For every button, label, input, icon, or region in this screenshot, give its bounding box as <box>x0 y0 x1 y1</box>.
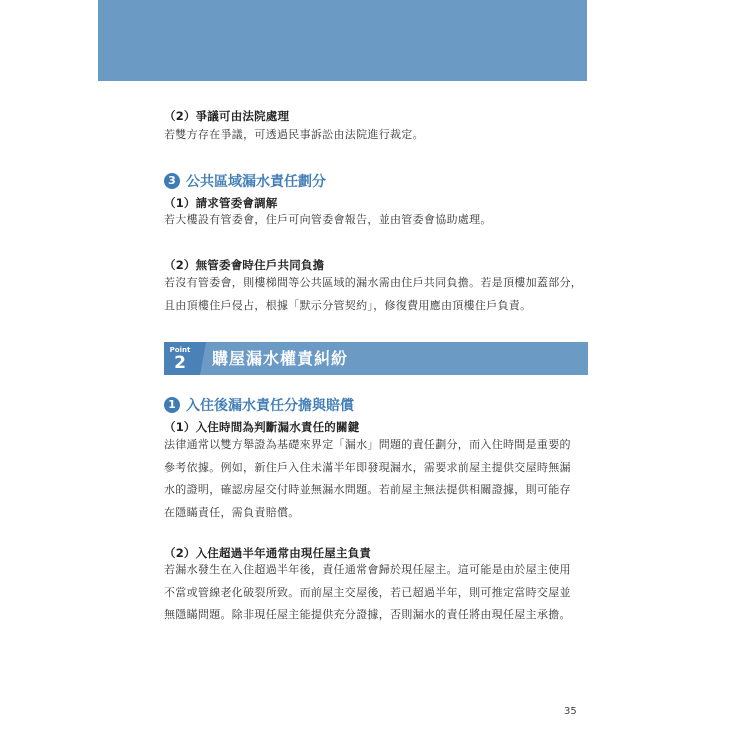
paragraph-line: 若大樓設有管委會，住戶可向管委會報告，並由管委會協助處理。 <box>164 213 492 226</box>
number-badge-icon: 3 <box>164 173 180 189</box>
subheading-half-year: （2）入住超過半年通常由現任屋主負責 <box>164 546 372 560</box>
paragraph-line: 且由頂樓住戶侵占，根據「默示分管契約」，修復費用應由頂樓住戶負責。 <box>164 298 532 312</box>
point-label: Point <box>169 346 191 354</box>
section-heading-public-area <box>164 171 326 191</box>
point-tab <box>164 342 200 375</box>
paragraph-no-committee <box>164 272 594 317</box>
section-heading-after-move-in <box>164 395 354 415</box>
paragraph-line: 水的證明，確認房屋交付時並無漏水問題。若前屋主無法提供相關證據，則可能存 <box>164 483 571 496</box>
paragraph-half-year <box>164 559 594 627</box>
point-number: 2 <box>174 353 186 373</box>
subheading-move-in-time: （1）入住時間為判斷漏水責任的關鍵 <box>164 420 360 434</box>
paragraph-line: 在隱瞞責任，需負責賠償。 <box>164 505 300 519</box>
paragraph-line: 參考依據。例如，新住戶入住未滿半年即發現漏水，需要求前屋主提供交屋時無漏 <box>164 460 571 474</box>
page-number: 35 <box>564 706 577 717</box>
paragraph-line: 若沒有管委會，則樓梯間等公共區域的漏水需由住戶共同負擔。若是頂樓加蓋部分， <box>164 276 583 289</box>
paragraph-court <box>164 124 594 147</box>
header-color-band <box>98 0 587 81</box>
paragraph-committee <box>164 209 594 232</box>
paragraph-line: 若雙方存在爭議，可透過民事訴訟由法院進行裁定。 <box>164 128 424 141</box>
subheading-court: （2）爭議可由法院處理 <box>164 109 290 123</box>
section-heading-text: 公共區域漏水責任劃分 <box>186 174 326 190</box>
point-banner <box>164 342 588 375</box>
paragraph-move-in-time <box>164 434 594 524</box>
point-title: 購屋漏水權責糾紛 <box>212 349 349 368</box>
paragraph-line: 若漏水發生在入住超過半年後，責任通常會歸於現任屋主。這可能是由於屋主使用 <box>164 563 571 576</box>
section-heading-text: 入住後漏水責任分擔與賠償 <box>186 398 354 414</box>
subheading-no-committee: （2）無管委會時住戶共同負擔 <box>164 258 325 272</box>
paragraph-line: 法律通常以雙方舉證為基礎來界定「漏水」問題的責任劃分，而入住時間是重要的 <box>164 438 571 451</box>
paragraph-line: 無隱瞞問題。除非現任屋主能提供充分證據，否則漏水的責任將由現任屋主承擔。 <box>164 608 571 621</box>
subheading-committee: （1）請求管委會調解 <box>164 196 278 210</box>
paragraph-line: 不當或管線老化破裂所致。而前屋主交屋後，若已超過半年，則可推定當時交屋並 <box>164 585 571 599</box>
number-badge-icon: 1 <box>164 397 180 413</box>
